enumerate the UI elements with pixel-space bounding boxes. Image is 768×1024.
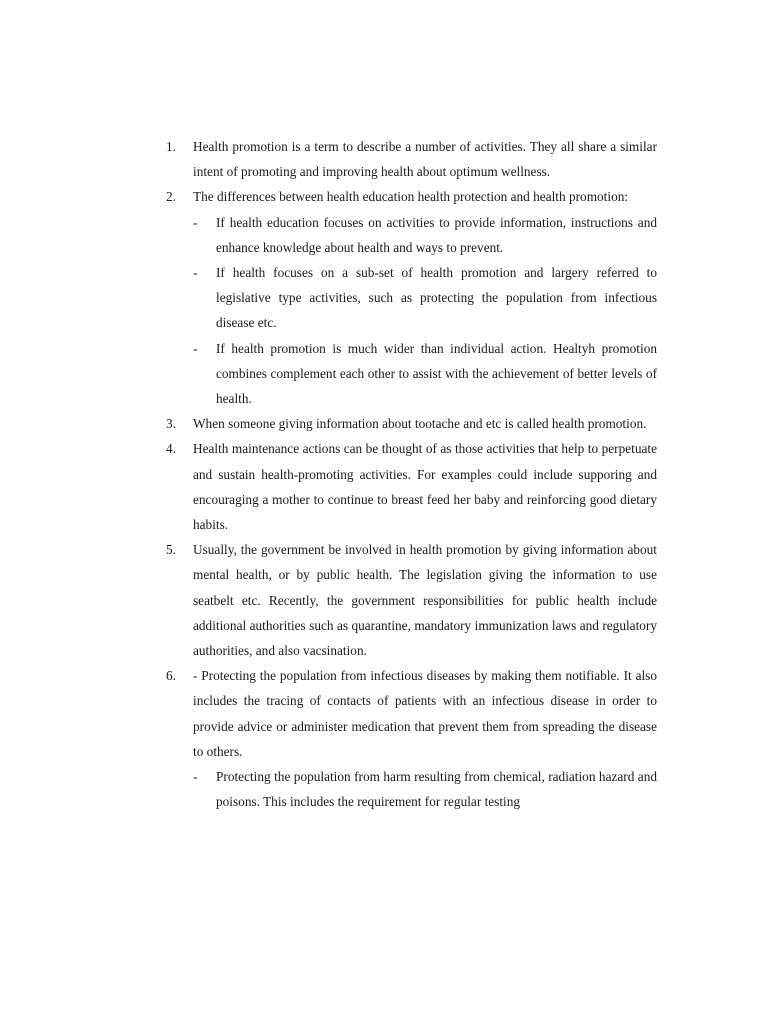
sub-list-item xyxy=(0,260,768,336)
sub-list-item xyxy=(0,336,768,412)
list-item-text: Health promotion is a term to describe a number of activities. They all share a similar intent of promoting and improving health about optimum wellness. xyxy=(193,139,657,180)
sub-list xyxy=(0,210,768,412)
list-item-number: 2. xyxy=(166,189,176,205)
list-item-text: Usually, the government be involved in health promotion by giving information about mental health, or by public health. The legislation giving the information to use seatbelt etc. Recently, the government responsibilities for public health include additional authorities such as quarantine, mandatory immunization laws and regulatory authorities, and also vacsination. xyxy=(193,542,657,659)
list-item-text: The differences between health education health protection and health promotion: xyxy=(193,189,629,205)
sub-list xyxy=(0,764,768,814)
sub-list-dash: - xyxy=(193,340,198,356)
sub-list-dash: - xyxy=(193,265,198,281)
list-item xyxy=(0,184,768,411)
list-item xyxy=(0,436,768,537)
list-item xyxy=(0,537,768,663)
list-item-text: Health maintenance actions can be thought of as those activities that help to perpetuate and sustain health-promoting activities. For examples could include supporing and encouraging a mother to continue to breast feed her baby and reinforcing good dietary habits. xyxy=(193,441,657,533)
sub-list-item-text: If health education focuses on activities to provide information, instructions and enhance knowledge about health and ways to prevent. xyxy=(216,214,657,255)
sub-list-dash: - xyxy=(193,214,198,230)
list-item-number: 5. xyxy=(166,542,176,558)
list-item-text: When someone giving information about tootache and etc is called health promotion. xyxy=(193,416,647,432)
list-item-number: 3. xyxy=(166,416,176,432)
sub-list-dash: - xyxy=(193,769,198,785)
list-item xyxy=(0,663,768,814)
list-item-number: 1. xyxy=(166,139,176,154)
sub-list-item xyxy=(0,764,768,814)
sub-list-item-text: If health promotion is much wider than individual action. Healtyh promotion combines complement each other to assist with the achievement of better levels of health. xyxy=(216,340,657,407)
list-item-number: 6. xyxy=(166,668,176,684)
sub-list-item-text: If health focuses on a sub-set of health promotion and largery referred to legislative type activities, such as protecting the population from infectious disease etc. xyxy=(216,265,657,331)
list-item xyxy=(0,134,768,184)
sub-list-item-text: Protecting the population from harm resulting from chemical, radiation hazard and poisons. This includes the requirement for regular testing xyxy=(216,769,657,810)
numbered-list xyxy=(0,134,768,814)
list-item xyxy=(0,411,768,436)
list-item-number: 4. xyxy=(166,441,176,457)
list-item-text: - Protecting the population from infectious diseases by making them notifiable. It also includes the tracing of contacts of patients with an infectious disease in order to provide advice or administer medication that prevent them from spreading the disease to others. xyxy=(193,668,657,759)
sub-list-item xyxy=(0,210,768,260)
